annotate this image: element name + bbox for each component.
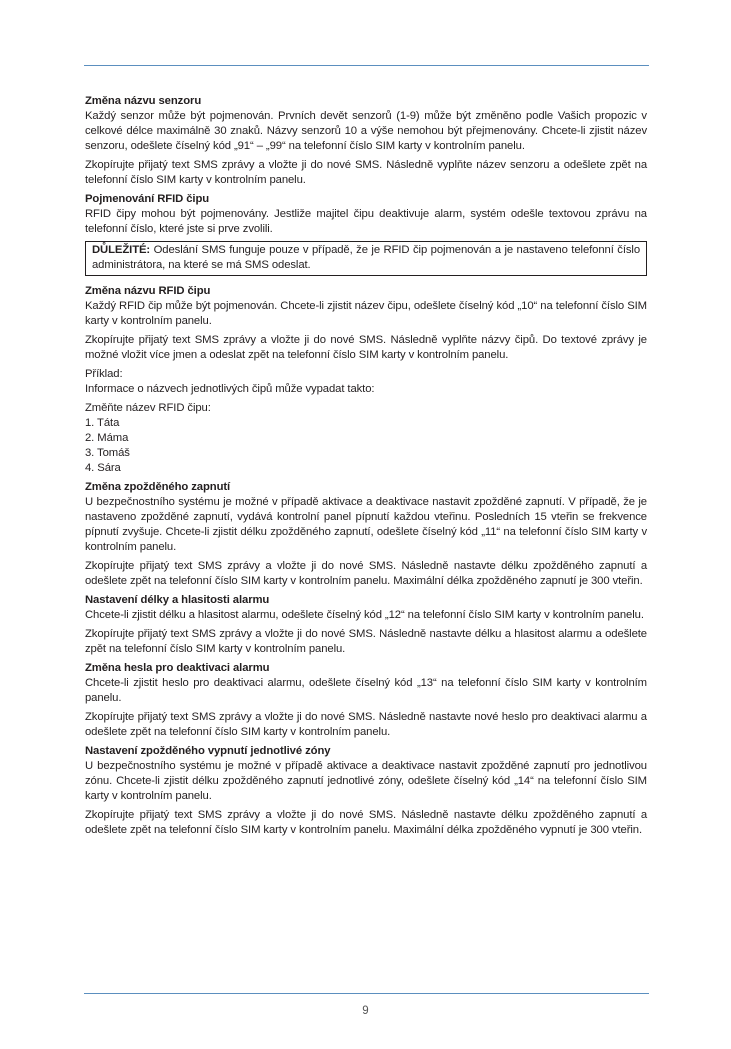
- important-note-label: DŮLEŽITÉ:: [92, 244, 151, 256]
- paragraph: Zkopírujte přijatý text SMS zprávy a vložte ji do nové SMS. Následně nastavte nové heslo pro deaktivaci alarmu a odešlete zpět na telefonní číslo SIM karty v kontrolním panelu.: [85, 711, 647, 738]
- important-note-text: Odeslání SMS funguje pouze v případě, že je RFID čip pojmenován a je nastaveno telefonní číslo administrátora, na které se má SMS odeslat.: [92, 244, 640, 271]
- section-title-rfid-naming: Pojmenování RFID čipu: [85, 193, 210, 205]
- paragraph: U bezpečnostního systému je možné v případě aktivace a deaktivace nastavit zpožděné zapnutí. V případě, že je nastaveno zpožděné zapnutí, vydává kontrolní panel pípnutí každou vteřinu. Posledních 15 vteřin se frekvence pípnutí zvyšuje. Chcete-li zjistit délku zpožděného zapnutí, odešlete číselný kód „11“ na telefonní číslo SIM karty v kontrolním panelu.: [85, 496, 647, 553]
- paragraph: Chcete-li zjistit délku a hlasitost alarmu, odešlete číselný kód „12“ na telefonní číslo SIM karty v kontrolním panelu.: [85, 609, 644, 621]
- header-rule: [84, 65, 649, 66]
- list-heading: Změňte název RFID čipu:: [85, 402, 211, 414]
- section-title-sensor-name: Změna názvu senzoru: [85, 95, 202, 107]
- footer-rule: [84, 993, 649, 994]
- section-title-zone-delay: Nastavení zpožděného vypnutí jednotlivé zóny: [85, 745, 331, 757]
- example-block: [85, 367, 647, 397]
- section-title-alarm-length-volume: Nastavení délky a hlasitosti alarmu: [85, 594, 270, 606]
- example-label: Příklad:: [85, 368, 123, 380]
- page-content: [85, 94, 647, 842]
- important-note-box: [85, 241, 647, 276]
- section-title-disarm-password: Změna hesla pro deaktivaci alarmu: [85, 662, 270, 674]
- list-item: 2. Máma: [85, 432, 129, 444]
- paragraph: Zkopírujte přijatý text SMS zprávy a vložte ji do nové SMS. Následně nastavte délku a hlasitost alarmu a odešlete zpět na telefonní číslo SIM karty v kontrolním panelu.: [85, 628, 647, 655]
- example-text: Informace o názvech jednotlivých čipů může vypadat takto:: [85, 383, 375, 395]
- paragraph: Každý RFID čip může být pojmenován. Chcete-li zjistit název čipu, odešlete číselný kód „10“ na telefonní číslo SIM karty v kontrolním panelu.: [85, 300, 647, 327]
- paragraph: Zkopírujte přijatý text SMS zprávy a vložte ji do nové SMS. Následně nastavte délku zpožděného zapnutí a odešlete zpět na telefonní číslo SIM karty v kontrolním panelu. Maximální délka zpožděného zapnutí je 300 vteřin.: [85, 560, 647, 587]
- page-number: 9: [362, 1005, 369, 1017]
- section-title-rfid-rename: Změna názvu RFID čipu: [85, 285, 211, 297]
- paragraph: U bezpečnostního systému je možné v případě aktivace a deaktivace nastavit zpožděné zapnutí pro jednotlivou zónu. Chcete-li zjistit délku zpožděného zapnutí jednotlivé zóny, odešlete číselný kód „14“ na telefonní číslo SIM karty v kontrolním panelu.: [85, 760, 647, 802]
- section-title-delayed-arming: Změna zpožděného zapnutí: [85, 481, 231, 493]
- paragraph: Zkopírujte přijatý text SMS zprávy a vložte ji do nové SMS. Následně nastavte délku zpožděného zapnutí a odešlete zpět na telefonní číslo SIM karty v kontrolním panelu. Maximální délka zpožděného vypnutí je 300 vteřin.: [85, 809, 647, 836]
- paragraph: Každý senzor může být pojmenován. Prvních devět senzorů (1-9) může být změněno podle Vašich propozic v celkové délce maximálně 30 znaků. Názvy senzorů 10 a výše nemohou být přejmenovány. Chcete-li zjistit název senzoru, odešlete číselný kód „91“ – „99“ na telefonní číslo SIM karty v kontrolním panelu.: [85, 110, 647, 152]
- list-item: 4. Sára: [85, 462, 121, 474]
- paragraph: RFID čipy mohou být pojmenovány. Jestliže majitel čipu deaktivuje alarm, systém odešle textovou zprávu na telefonní číslo, které jste si prve zvolili.: [85, 208, 647, 235]
- list-item: 3. Tomáš: [85, 447, 130, 459]
- example-list: [85, 401, 647, 476]
- paragraph: Zkopírujte přijatý text SMS zprávy a vložte ji do nové SMS. Následně vyplňte název senzoru a odešlete zpět na telefonní číslo SIM karty v kontrolním panelu.: [85, 159, 647, 186]
- list-item: 1. Táta: [85, 417, 120, 429]
- paragraph: Zkopírujte přijatý text SMS zprávy a vložte ji do nové SMS. Následně vyplňte názvy čipů. Do textové zprávy je možné vložit více jmen a odeslat zpět na telefonní číslo SIM karty v kontrolním panelu.: [85, 334, 647, 361]
- paragraph: Chcete-li zjistit heslo pro deaktivaci alarmu, odešlete číselný kód „13“ na telefonní číslo SIM karty v kontrolním panelu.: [85, 677, 647, 704]
